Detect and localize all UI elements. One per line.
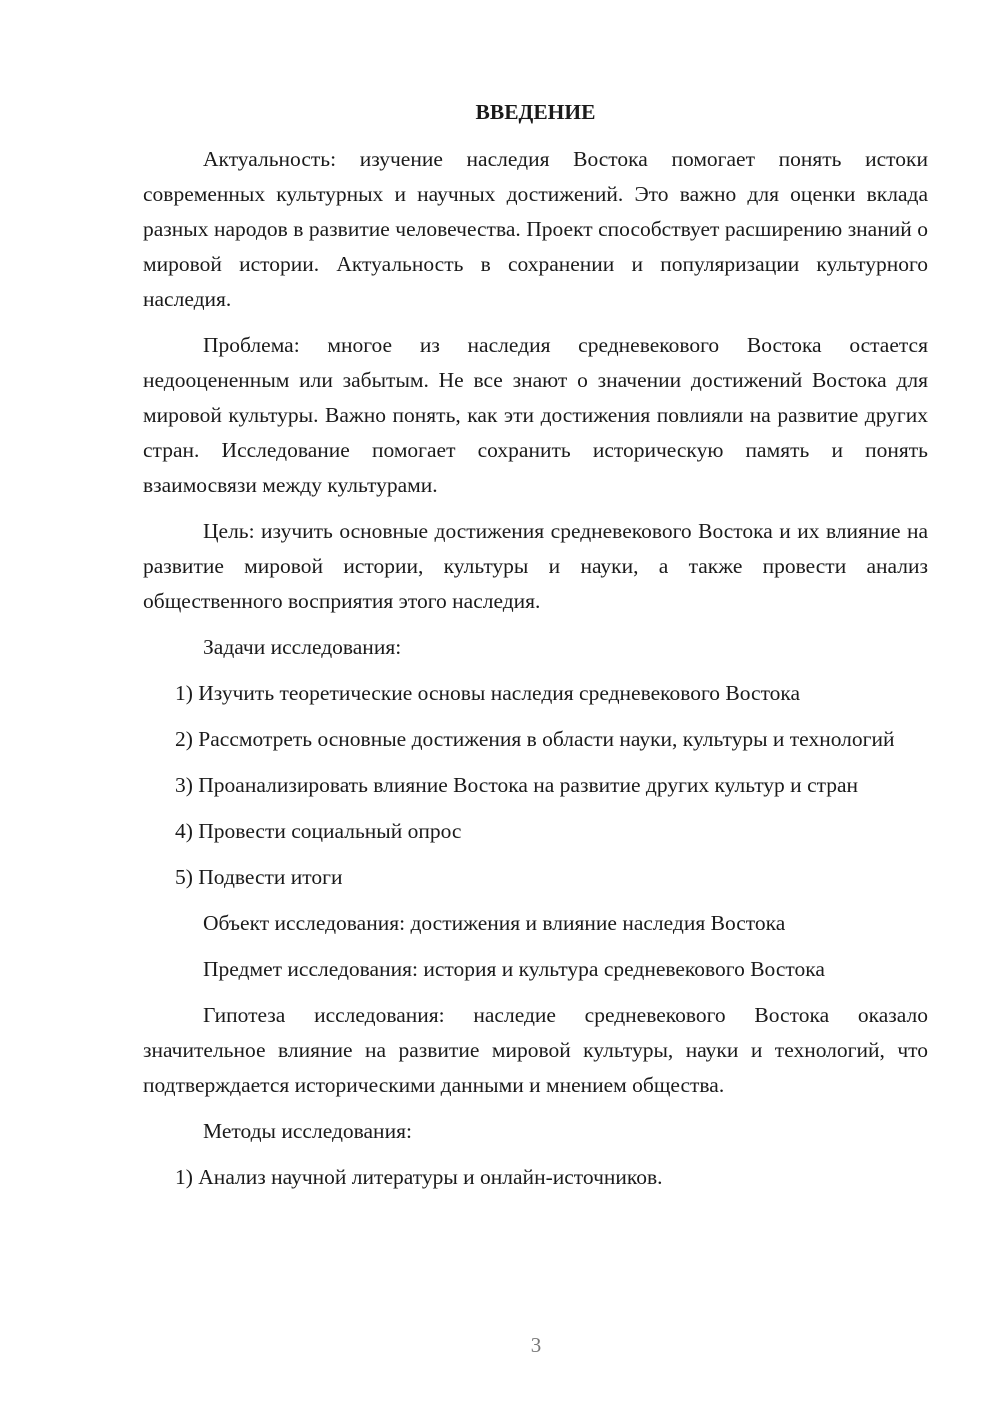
- page-content: [143, 95, 928, 1206]
- task-item: 4) Провести социальный опрос: [175, 819, 462, 843]
- research-hypothesis: Гипотеза исследования: наследие средневекового Востока оказало значительное влияние на развитие мировой культуры, науки и технологий, что подтверждается историческими данными и мнением общества.: [143, 1003, 928, 1097]
- tasks-heading: Задачи исследования:: [203, 635, 402, 659]
- research-object: Объект исследования: достижения и влияние наследия Востока: [203, 911, 786, 935]
- page-title: ВВЕДЕНИЕ: [475, 100, 596, 124]
- task-item: 5) Подвести итоги: [175, 865, 343, 889]
- task-item: 1) Изучить теоретические основы наследия средневекового Востока: [175, 681, 801, 705]
- goal-paragraph: Цель: изучить основные достижения средневекового Востока и их влияние на развитие мировой истории, культуры и науки, а также провести анализ общественного восприятия этого наследия.: [143, 519, 928, 613]
- task-item: 3) Проанализировать влияние Востока на развитие других культур и стран: [175, 773, 859, 797]
- methods-heading: Методы исследования:: [203, 1119, 412, 1143]
- problem-paragraph: Проблема: многое из наследия средневекового Востока остается недооцененным или забытым. Не все знают о значении достижений Востока для мировой культуры. Важно понять, как эти достижения повлияли на развитие других стран. Исследование помогает сохранить историческую память и понять взаимосвязи между культурами.: [143, 333, 928, 497]
- method-item: 1) Анализ научной литературы и онлайн-источников.: [175, 1165, 663, 1189]
- task-item: 2) Рассмотреть основные достижения в области науки, культуры и технологий: [175, 727, 895, 751]
- page-number: 3: [530, 1333, 542, 1357]
- relevance-paragraph: Актуальность: изучение наследия Востока помогает понять истоки современных культурных и научных достижений. Это важно для оценки вклада разных народов в развитие человечества. Проект способствует расширению знаний о мировой истории. Актуальность в сохранении и популяризации культурного наследия.: [143, 147, 928, 311]
- research-subject: Предмет исследования: история и культура средневекового Востока: [203, 957, 825, 981]
